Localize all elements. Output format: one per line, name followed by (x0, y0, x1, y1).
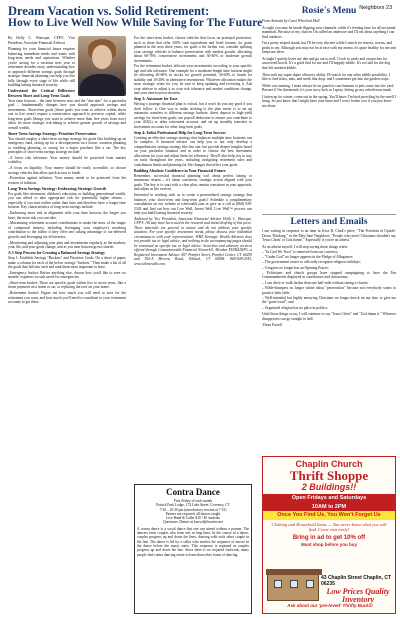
section-heading: A 3-Step Process for Creating a Balanced Savings Strategy (8, 251, 106, 255)
letters-section (262, 214, 396, 328)
ad-address: 43 Chaplin Street Chaplin, CT 06235 (321, 575, 392, 587)
article-paragraph: –Maximizing retirement account contributions to make the most of the magic of compound interest, including leveraging your employer's matching contribution to the fullest if they offer one; taking advantage of tax-deferred growth; and leveraging tax efficiencies. (8, 221, 126, 239)
section-heading: Step 4: Enlist Professional Help for Long-Term Success (134, 130, 226, 135)
column-2-content (134, 36, 252, 266)
article-body (8, 36, 256, 614)
article-subtitle: How to Live Well Now While Saving for The Future (8, 17, 263, 29)
letter-bullet: – Congress no longer has an Opening Prayer; (262, 265, 329, 270)
letter-bullet: – "In God We Trust" is removed from our currency; (262, 249, 339, 254)
author-photo (78, 36, 126, 96)
letter-bullet: – Bible-thumpers no longer whine about "persecution" because not everybody wants to practice their faith; (262, 286, 396, 295)
page-number: Neighbors 23 (359, 5, 392, 11)
letter-bullet: – Organized religion has no place in politics. (262, 305, 329, 310)
article-paragraph: Having a strategic financial plan is critical, but it won't do you any good if you don't follow it. One way to make sticking to the plan easier is to set up automatic transfers to different savings buckets: direct deposit to high-yield savings for short-term goals; use payroll deduction to ensure you contribute to your 401(k) or other retirement account; and set up monthly transfers to investment accounts for other long-term goals. (134, 102, 252, 129)
contra-dance-box (134, 484, 252, 614)
ad-tagline: Ask about our 'pre-loved' Thrifty Bucks! (287, 603, 373, 608)
poem-stanza: I'm a pretty striped skunk, but I'll be very discrete while I search for insects, worms, and grubs to eat. Although you may not be at ease with my aroma, it's quite healthy for me and keeps me alive. (262, 41, 396, 55)
ad-shop-name: Thrift Shoppe (289, 468, 369, 483)
letter-signature: -Dean Farrell (262, 323, 282, 328)
rosies-menu-title: Rosie's Menu (301, 6, 357, 16)
article-paragraph: –A lower risk tolerance: Your money should be protected from market volatility. (8, 155, 126, 165)
poem-stanza: While out roaming, I must always be on guard in case humans or pets come into the yard. Beware if I'm threatened, it's your sorry luck as I spray, letting go my odoriferous musk. (262, 83, 395, 93)
ad-coupon: Bring in ad to get 10% off (292, 534, 366, 541)
ad-church-name: Chaplin Church (295, 459, 363, 469)
letter-bullet: – I can drive or walk farther than one half-mile without seeing a church; (262, 280, 369, 285)
article-paragraph: You should employ a short-term savings strategy for goals like building up an emergency fund, saving up for a downpayment on a house, vacation planning or wedding planning, or saving for a major purchase like a car. The key principles of short-term savings strategy include: (8, 136, 126, 155)
thrift-shop-ad (262, 456, 396, 614)
contra-dance-detail: Patrick Park Lodge, 172 Lake Street, Coventry, CT (156, 503, 230, 508)
letter-bullet: – The government ceases to officially recognize religious holidays; (262, 260, 361, 265)
section-heading: Building Absolute Confidence in Your Financial Future (134, 168, 226, 173)
ad-hours-time: 10AM to 2PM (263, 503, 395, 512)
article-paragraph: –Monitoring and adjusting your plan and investments regularly as the markets, your life, and your goals change, and as you near horizon grows shorter. (8, 240, 126, 249)
letter-paragraph: I am writing in response to an item in Jesse R. Clark's piece, "The Freedom of Upside-Down Thinking," in the May/June Neighbors: "People who aren't Christians shouldn't say 'Jesus Christ' or God damn'." Especially if you're an atheist." (262, 229, 396, 242)
article-byline: By Holly C. Wancque, CFP®, Vice President, Associate Financial Advisor (8, 36, 75, 45)
article-paragraph: Step 1: Establish Savings "Buckets" and Prioritize Goals. On a sheet of paper, make a column for each of the below savings "buckets." Then make a list of all the goals that fall into each and rank them most important to least. (8, 256, 126, 270)
ad-items: Clothing and Household Items — You never know what you will find. Come visit early! (271, 521, 387, 533)
contra-dance-detail: Live Band & Caller $10 / $5 students (166, 516, 220, 521)
article-column-1 (8, 36, 126, 306)
rosies-menu-section (262, 6, 396, 111)
poem-stanzas (262, 26, 396, 109)
article-paragraph: Planning for your financial future requires balancing immediate needs and wants with long-term needs and aspirations. Whether you're saving for a vacation next year or retirement decades away, understanding how to approach different savings goals through strategic financial planning can help you live fully through every stage of life while still building lasting financial security. (8, 47, 75, 87)
letter-bullet: – Well-intended but highly annoying Christians no longer knock on my door to give me the "good word"; and (262, 295, 396, 305)
rosies-menu-source: From Animals by Carol Wheelock Hall (262, 19, 320, 23)
article-paragraph: Remember, successful financial planning isn't about perfect timing or maximum returns – it's about consistent, strategic action aligned with your goals. The key is to start with a clear plan, remain consistent in your approach, and adjust as life evolves. (134, 173, 252, 192)
ad-buildings: 2 Buildings!! (301, 482, 357, 492)
article-paragraph: Your time horizon – the time between now and the "due date" for a particular goal – fundamentally changes how you should approach savings and investments. Short-term goals (those goals you want to achieve within about one to five years) require a conservative approach to preserve capital, while long-term goals (things you want to achieve more than five years from now) allow for more strategic risk-taking to achieve greater growth of savings and overall wealth. (8, 98, 126, 130)
ad-slogan: Once You Find Us, You Won't Forget Us (263, 511, 395, 520)
article-paragraph: Creating an effective savings strategy that balances multiple time horizons can be complex. A financial advisor can help you to not only develop a comprehensive savings strategy like this one, but provide deeper insights based on your particular situation and in order to choose the best investment allocations for your and adjust them for efficiency. They'll also help you to stay on track throughout the years, including navigating retirement rules and contribution limits and planning for life changes that affect your goals. (134, 135, 252, 167)
article-paragraph: Interested in working with us to create a personalized savings strategy that balances your short-term and long-term goals? Schedule a complimentary consultation on our website at whewealth.com or give us a call at (860) 928-2343 and find out how our Live Well, Invest Well, Live Well™ process can help you build lasting financial security. (134, 193, 252, 216)
letter-bullet: – "Under God" no longer appears in the Pledge of Allegiance; (262, 255, 354, 260)
article-paragraph: –Emergency bucket: Before anything else, choose how you'd like to save six months' expenses in cash saved for emergencies. (8, 270, 126, 280)
contra-dance-title: Contra Dance (166, 487, 220, 497)
article-paragraph: –Protection against inflation: Your money needs to be protected from the erosion of inflation. (8, 176, 126, 185)
letter-bullet: – Politicians and church groups have stopped campaigning to have the Ten Commandments displayed in courthouses and classrooms; (262, 270, 396, 280)
poem-stanza: At night you may be inside flipping your channels, while it's feeding time for all nocturnal mammals. Because of my choices I'm called an omnivore and I'll eat about anything I can find outdoors. (262, 25, 396, 39)
contra-dance-detail: First Friday of each month (173, 499, 213, 503)
poem-stanza: Then with my super-duper olfactory ability I'll search for any other edible possibility. I like to find fruits, nuts, and seeds that drop, and I sometimes get into the garden crops. (262, 72, 390, 82)
article-column-2 (134, 36, 252, 268)
section-heading: Step 3: Automate for Ease (134, 97, 178, 102)
article-paragraph: For the short-term bucket, choose vehicles that focus on principal protection, such as those that offer 100% cash equivalents and fixed income, for goals planned in the next three years, for goals a bit further out, consider splitting your savings vehicles to balance preservation with modest growth, allocating about 60-70% conservative investments and 30-40% to moderate growth investments. (134, 36, 252, 63)
ad-prices: Low Prices Quality Inventory (326, 587, 390, 604)
article-paragraph: –Short-term bucket: These are specific goals within five to seven years, like a down payment on a home or car, or replacing the roof on your home. (8, 280, 126, 290)
letters-title: Letters and Emails (262, 214, 396, 227)
article-paragraph: –Retirement bucket: Figure out how much you will need to save for the retirement you want, and how much you'll need to contribute to your retirement accounts to get there. (8, 291, 126, 305)
article-title: Dream Vacation vs. Solid Retirement: (8, 4, 210, 18)
section-heading: Short-Term Savings Strategy: Prioritize Preservation (8, 131, 97, 136)
article-paragraph: –Embracing more risk in alignment with your time horizon; the longer you have, the more risk you can take. (8, 211, 126, 220)
section-heading: Understand the Critical Difference Between Short and Long-Term Goals (8, 89, 75, 98)
article-paragraph: For goals like retirement, children's education, or building generational wealth, you can afford to take appropriate risk for potentially higher returns – especially if you start earlier rather than later and therefore have a longer time horizon. Key characteristics of long-term savings include: (8, 191, 126, 210)
letter-bullets (262, 250, 396, 310)
ad-coupon-note: Must shop before you buy (300, 541, 357, 547)
contra-dance-description: A contra dance is a social dance that one can attend without a partner. The dancers form couples who form sets in long lines. In the course of a dance, couples progress up and down the lines, dancing with each other couple in the line. The dance is led by a caller who teaches the sequence of moves in the dance before the music starts. This sequence is repeated as couples progress up and down the line. Since there is no required footwork, many people find contra dancing easier to learn than other forms of dancing. (137, 526, 249, 557)
contra-dance-detail: 7:30 – 10:30 pm (introductory session at 7:15) (159, 507, 227, 512)
church-building-icon (267, 573, 319, 601)
poem-stanza: At night I quietly leave my den and go out to troll. I look in yards and on porches for uncovered bowls. It's a good find for me and I'll happily nibble. It's too bad for the dog that left uneaten kibble. (262, 56, 391, 70)
section-heading: Long-Term Savings Strategy: Embracing Strategic Growth (8, 186, 107, 191)
letter-closing: Until those things occur, I will continue to say "Jesus Christ" and "God damn it." Whoever disapproves can go straight to hell. (262, 312, 396, 321)
article-paragraph: –A focus on liquidity: Your money should be easily accessible, so choose savings vehicles that allow quick access to funds. (8, 166, 126, 175)
contra-dance-detail: Questions: Dennis at knowd@frontier.net (163, 520, 223, 525)
contra-dance-detail: Partner not required, all dances taught (165, 511, 221, 516)
letter-paragraph: As an atheist myself, I will stop saying those things when: (262, 244, 348, 249)
article-paragraph: Authored by Vice President, Associate Financial Advisor Holly C. Wancque, CFP®. All may have been used in the research and initial drafting of this piece. These materials are general in nature and do not address your specific situation. For your specific investment needs, please discuss your individual circumstances with your representative. WHZ Strategic Wealth Advisors does not provide tax or legal advice, and nothing in the accompanying pages should be construed as specific tax or legal advice. Securities and advisory services offered through Commonwealth Financial Network®, Member FINRA/SIPC, a Registered Investment Adviser. 697 Pomfret Street, Pomfret Center, CT 06259 and 392-A Merrow Road, Tolland, CT 06084. 860-928-2343, www.whzwealth.com. (134, 216, 252, 266)
poem-stanza: I fatten up for winter, come out in the spring. You'll know I'm back prowling by the smell I bring. So just know that I might have your bone and I won't bother you if you just leave me alone. (262, 94, 396, 108)
ad-hours-days: Open Fridays and Saturdays (263, 494, 395, 503)
article-paragraph: For the retirement bucket, allocate your investments according to your specific age and risk tolerance. One example for a moderate-length time horizon might be allocating 40-60% in stocks for growth potential, 30-40% to bonds for stability and 10-20% in alternative investments. Whatever allocation makes the most strategic sense for you, be sure to keep updating and revisiting it. Ask your advisor to adjust it as your risk tolerance and market conditions change, and your time horizon shortens. (134, 64, 252, 96)
